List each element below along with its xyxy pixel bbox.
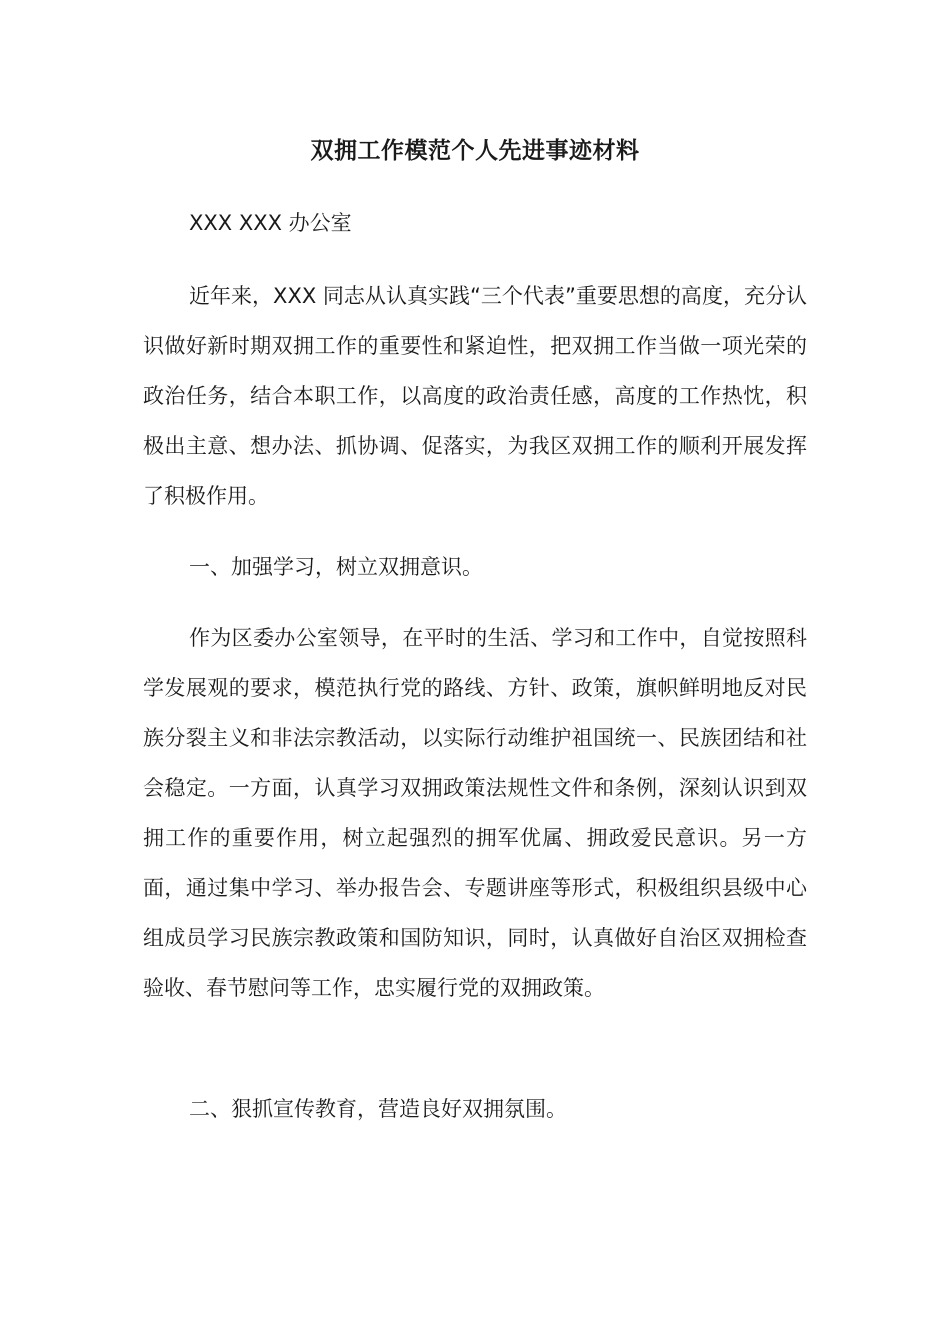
intro-paragraph: 近年来，XXX 同志从认真实践“三个代表”重要思想的高度，充分认识做好新时期双拥工作的重要性和紧迫性，把双拥工作当做一项光荣的政治任务，结合本职工作，以高度的政治责任感，高度的工作热忱，积极出主意、想办法、抓协调、促落实，为我区双拥工作的顺利开展发挥了积极作用。	[143, 284, 807, 508]
section-one-paragraph: 作为区委办公室领导，在平时的生活、学习和工作中，自觉按照科学发展观的要求，模范执行党的路线、方针、政策，旗帜鲜明地反对民族分裂主义和非法宗教活动，以实际行动维护祖国统一、民族团结和社会稳定。一方面，认真学习双拥政策法规性文件和条例，深刻认识到双拥工作的重要作用，树立起强烈的拥军优属、拥政爱民意识。另一方面，通过集中学习、举办报告会、专题讲座等形式，积极组织县级中心组成员学习民族宗教政策和国防知识，同时，认真做好自治区双拥检查验收、春节慰问等工作，忠实履行党的双拥政策。	[143, 626, 807, 1000]
section-two-heading: 二、狠抓宣传教育，营造良好双拥氛围。	[189, 1097, 567, 1121]
document-title: 双拥工作模范个人先进事迹材料	[310, 138, 640, 164]
author-line: XXX XXX 办公室	[189, 211, 352, 235]
section-one-heading: 一、加强学习，树立双拥意识。	[189, 555, 483, 579]
